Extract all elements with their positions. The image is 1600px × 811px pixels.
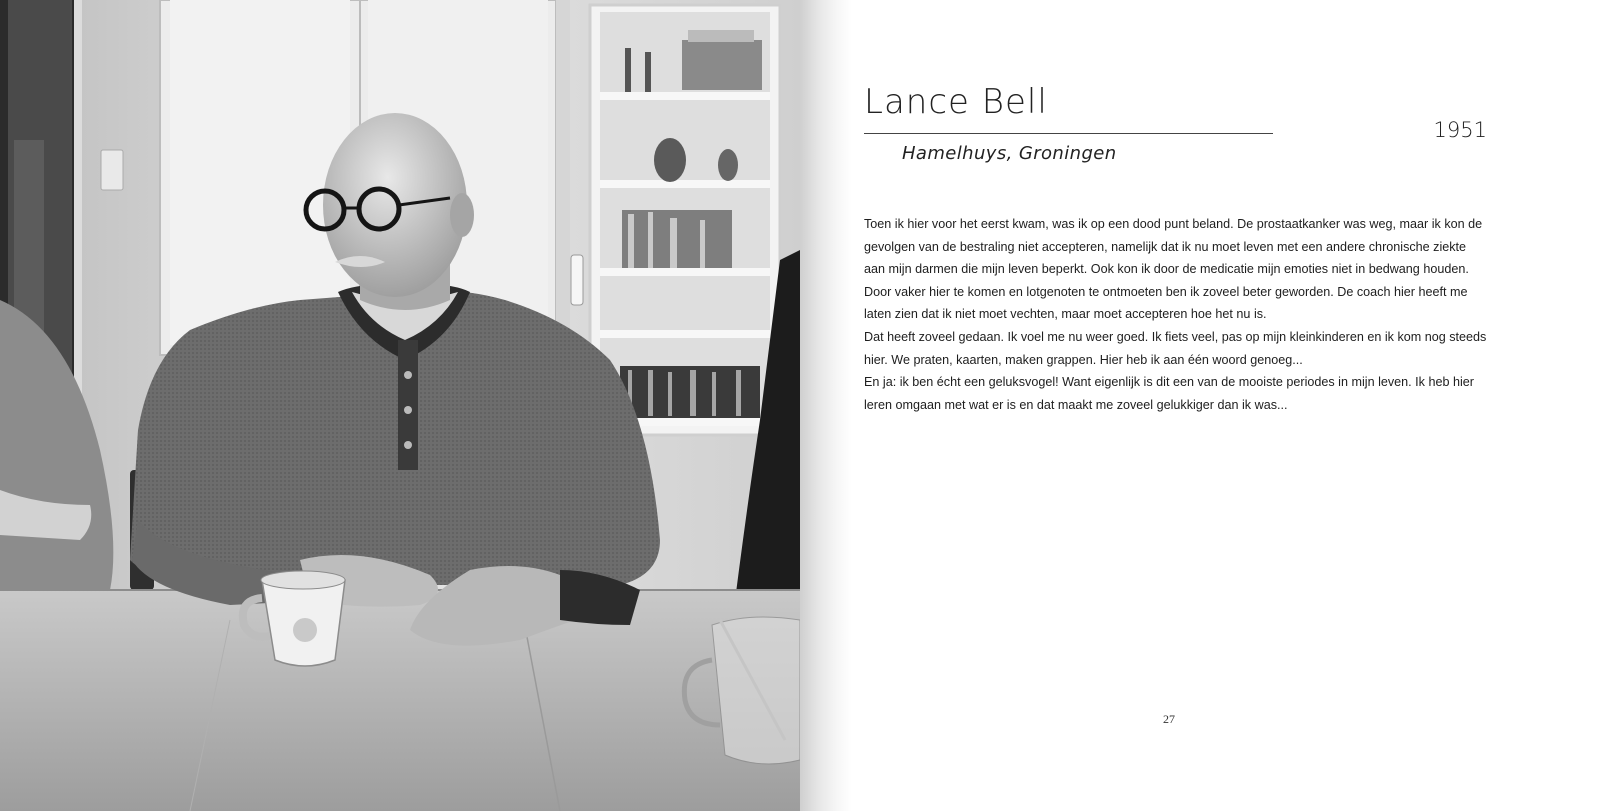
story-paragraph: En ja: ik ben écht een geluksvogel! Want eigenlijk is dit een van de mooiste periodes in mijn leven. Ik heb hier leren omgaan met wat er is en dat maakt me zoveel gelukkiger dan ik was...	[864, 375, 1474, 412]
title-rule	[864, 133, 1273, 134]
person-name: Lance Bell	[864, 82, 1048, 122]
story-paragraph: Toen ik hier voor het eerst kwam, was ik op een dood punt beland. De prostaatkanker was weg, maar ik kon de gevolgen van de bestraling niet accepteren, namelijk dat ik nu moet leven met een andere chronische ziekte aan mijn darmen die mijn leven beperkt. Ook kon ik door de medicatie mijn emoties niet in bedwang houden.	[864, 217, 1483, 277]
text-page	[852, 0, 1600, 811]
page-number: 27	[1163, 712, 1175, 726]
story-paragraph: Door vaker hier te komen en lotgenoten te ontmoeten ben ik zoveel beter geworden. De coach hier heeft me laten zien dat ik niet moet vechten, maar moet accepteren hoe het nu is.	[864, 284, 1468, 322]
book-gutter-shadow	[800, 0, 852, 811]
birth-year: 1951	[1433, 118, 1487, 142]
story-text	[864, 213, 1488, 416]
location: Hamelhuys, Groningen	[902, 143, 1117, 164]
story-paragraph: Dat heeft zoveel gedaan. Ik voel me nu weer goed. Ik fiets veel, pas op mijn kleinkinderen en ik kom nog steeds hier. We praten, kaarten, maken grappen. Hier heb ik aan één woord genoeg...	[864, 329, 1487, 367]
